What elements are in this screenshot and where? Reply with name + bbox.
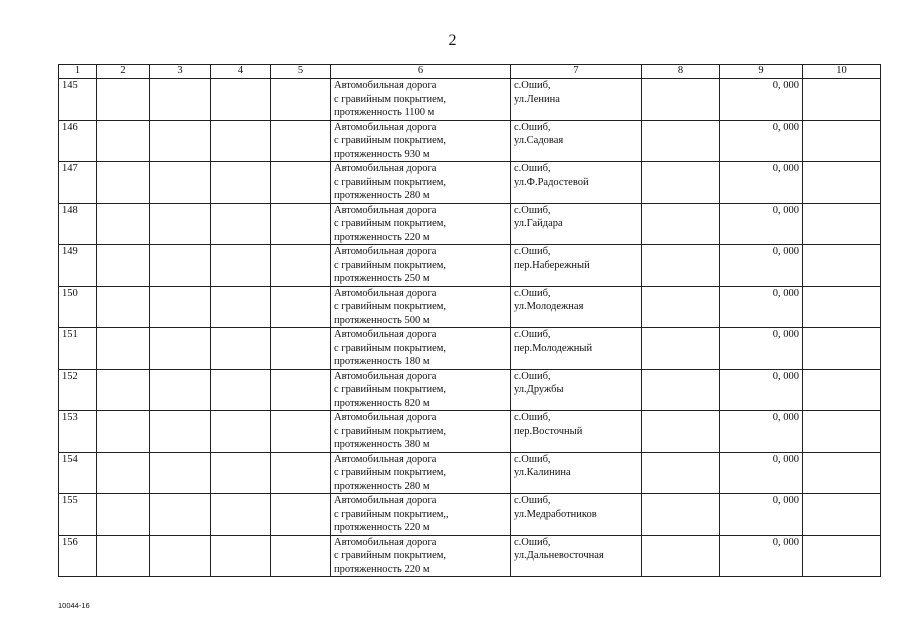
description-line: Автомобильная дорога bbox=[334, 80, 437, 91]
description-line: Автомобильная дорога bbox=[334, 495, 437, 506]
column-header: 10 bbox=[803, 65, 881, 79]
description-line: Автомобильная дорога bbox=[334, 412, 437, 423]
empty-cell bbox=[642, 245, 720, 287]
location-line: с.Ошиб, bbox=[514, 246, 551, 257]
road-location bbox=[511, 328, 642, 370]
empty-cell bbox=[642, 203, 720, 245]
table-row bbox=[59, 162, 881, 204]
description-line: с гравийным покрытием, bbox=[334, 384, 447, 395]
table-row bbox=[59, 203, 881, 245]
empty-cell bbox=[803, 535, 881, 577]
location-line: с.Ошиб, bbox=[514, 495, 551, 506]
location-line: пер.Восточный bbox=[514, 425, 583, 437]
road-location bbox=[511, 535, 642, 577]
row-number: 148 bbox=[59, 203, 97, 245]
row-number: 153 bbox=[59, 411, 97, 453]
value-cell: 0, 000 bbox=[720, 120, 803, 162]
description-line: с гравийным покрытием, bbox=[334, 467, 447, 478]
document-code: 10044-16 bbox=[58, 601, 90, 610]
road-location bbox=[511, 79, 642, 121]
road-location bbox=[511, 203, 642, 245]
description-line: Автомобильная дорога bbox=[334, 453, 437, 465]
value-cell: 0, 000 bbox=[720, 369, 803, 411]
description-line: с гравийным покрытием, bbox=[334, 301, 447, 312]
location-line: с.Ошиб, bbox=[514, 204, 551, 216]
road-location bbox=[511, 452, 642, 494]
row-number: 154 bbox=[59, 452, 97, 494]
description-line: с гравийным покрытием,, bbox=[334, 508, 449, 520]
description-line: протяженность 1100 м bbox=[334, 107, 435, 118]
empty-cell bbox=[97, 411, 150, 453]
page-number: 2 bbox=[448, 32, 457, 49]
value-cell: 0, 000 bbox=[720, 286, 803, 328]
empty-cell bbox=[642, 411, 720, 453]
description-line: протяженность 380 м bbox=[334, 439, 430, 450]
empty-cell bbox=[211, 369, 271, 411]
description-line: Автомобильная дорога bbox=[334, 536, 437, 548]
road-description bbox=[331, 162, 511, 204]
empty-cell bbox=[211, 452, 271, 494]
empty-cell bbox=[803, 203, 881, 245]
road-description bbox=[331, 203, 511, 245]
empty-cell bbox=[642, 369, 720, 411]
location-line: с.Ошиб, bbox=[514, 453, 551, 465]
description-line: с гравийным покрытием, bbox=[334, 342, 447, 354]
road-description bbox=[331, 369, 511, 411]
empty-cell bbox=[271, 79, 331, 121]
description-line: с гравийным покрытием, bbox=[334, 218, 447, 229]
empty-cell bbox=[271, 411, 331, 453]
row-number: 151 bbox=[59, 328, 97, 370]
empty-cell bbox=[271, 162, 331, 204]
empty-cell bbox=[271, 494, 331, 536]
description-line: с гравийным покрытием, bbox=[334, 135, 447, 146]
empty-cell bbox=[150, 162, 211, 204]
location-line: ул.Ф.Радостевой bbox=[514, 176, 589, 188]
empty-cell bbox=[803, 411, 881, 453]
empty-cell bbox=[97, 162, 150, 204]
row-number: 146 bbox=[59, 120, 97, 162]
empty-cell bbox=[211, 120, 271, 162]
description-line: протяженность 820 м bbox=[334, 397, 430, 409]
location-line: с.Ошиб, bbox=[514, 329, 551, 340]
empty-cell bbox=[211, 79, 271, 121]
road-description bbox=[331, 494, 511, 536]
location-line: с.Ошиб, bbox=[514, 536, 551, 548]
description-line: протяженность 180 м bbox=[334, 356, 430, 367]
column-header: 4 bbox=[211, 65, 271, 79]
column-header: 8 bbox=[642, 65, 720, 79]
table-row bbox=[59, 369, 881, 411]
road-location bbox=[511, 120, 642, 162]
location-line: пер.Молодежный bbox=[514, 342, 593, 354]
description-line: протяженность 930 м bbox=[334, 148, 430, 160]
empty-cell bbox=[803, 328, 881, 370]
empty-cell bbox=[211, 494, 271, 536]
description-line: протяженность 220 м bbox=[334, 563, 430, 575]
empty-cell bbox=[150, 494, 211, 536]
road-location bbox=[511, 369, 642, 411]
location-line: ул.Дальневосточная bbox=[514, 550, 604, 561]
empty-cell bbox=[803, 245, 881, 287]
empty-cell bbox=[271, 452, 331, 494]
description-line: с гравийным покрытием, bbox=[334, 425, 447, 437]
empty-cell bbox=[271, 328, 331, 370]
description-line: протяженность 280 м bbox=[334, 480, 430, 492]
row-number: 145 bbox=[59, 79, 97, 121]
road-description bbox=[331, 79, 511, 121]
empty-cell bbox=[150, 203, 211, 245]
empty-cell bbox=[97, 328, 150, 370]
road-description bbox=[331, 535, 511, 577]
road-description bbox=[331, 120, 511, 162]
empty-cell bbox=[97, 535, 150, 577]
empty-cell bbox=[642, 120, 720, 162]
row-number: 155 bbox=[59, 494, 97, 536]
empty-cell bbox=[271, 286, 331, 328]
location-line: с.Ошиб, bbox=[514, 412, 551, 423]
location-line: ул.Калинина bbox=[514, 467, 571, 478]
description-line: протяженность 280 м bbox=[334, 190, 430, 201]
row-number: 156 bbox=[59, 535, 97, 577]
table-row bbox=[59, 79, 881, 121]
description-line: Автомобильная дорога bbox=[334, 246, 437, 257]
description-line: с гравийным покрытием, bbox=[334, 259, 447, 271]
table-row bbox=[59, 286, 881, 328]
empty-cell bbox=[642, 79, 720, 121]
empty-cell bbox=[97, 286, 150, 328]
road-description bbox=[331, 411, 511, 453]
row-number: 147 bbox=[59, 162, 97, 204]
road-description bbox=[331, 328, 511, 370]
empty-cell bbox=[803, 452, 881, 494]
location-line: ул.Молодежная bbox=[514, 301, 584, 312]
empty-cell bbox=[642, 328, 720, 370]
empty-cell bbox=[211, 535, 271, 577]
location-line: ул.Медработников bbox=[514, 508, 597, 520]
table-body bbox=[59, 79, 881, 577]
description-line: Автомобильная дорога bbox=[334, 121, 437, 133]
empty-cell bbox=[150, 535, 211, 577]
road-description bbox=[331, 286, 511, 328]
table-row bbox=[59, 120, 881, 162]
empty-cell bbox=[642, 286, 720, 328]
road-location bbox=[511, 411, 642, 453]
column-header: 3 bbox=[150, 65, 211, 79]
value-cell: 0, 000 bbox=[720, 203, 803, 245]
table-row bbox=[59, 328, 881, 370]
column-header: 6 bbox=[331, 65, 511, 79]
empty-cell bbox=[803, 494, 881, 536]
location-line: ул.Гайдара bbox=[514, 218, 563, 229]
location-line: ул.Дружбы bbox=[514, 384, 564, 395]
location-line: ул.Садовая bbox=[514, 135, 564, 146]
value-cell: 0, 000 bbox=[720, 79, 803, 121]
value-cell: 0, 000 bbox=[720, 452, 803, 494]
description-line: Автомобильная дорога bbox=[334, 163, 437, 174]
road-location bbox=[511, 162, 642, 204]
table-row bbox=[59, 411, 881, 453]
location-line: с.Ошиб, bbox=[514, 370, 551, 382]
description-line: протяженность 220 м bbox=[334, 231, 430, 243]
empty-cell bbox=[211, 203, 271, 245]
empty-cell bbox=[97, 452, 150, 494]
value-cell: 0, 000 bbox=[720, 494, 803, 536]
empty-cell bbox=[211, 286, 271, 328]
column-header: 2 bbox=[97, 65, 150, 79]
column-header: 5 bbox=[271, 65, 331, 79]
empty-cell bbox=[150, 79, 211, 121]
empty-cell bbox=[271, 369, 331, 411]
empty-cell bbox=[803, 286, 881, 328]
description-line: протяженность 500 м bbox=[334, 314, 430, 326]
empty-cell bbox=[211, 328, 271, 370]
empty-cell bbox=[803, 369, 881, 411]
row-number: 152 bbox=[59, 369, 97, 411]
empty-cell bbox=[150, 452, 211, 494]
empty-cell bbox=[150, 328, 211, 370]
value-cell: 0, 000 bbox=[720, 162, 803, 204]
empty-cell bbox=[642, 535, 720, 577]
location-line: с.Ошиб, bbox=[514, 287, 551, 299]
table-row bbox=[59, 452, 881, 494]
description-line: Автомобильная дорога bbox=[334, 287, 437, 299]
empty-cell bbox=[803, 120, 881, 162]
empty-cell bbox=[271, 203, 331, 245]
empty-cell bbox=[803, 162, 881, 204]
empty-cell bbox=[211, 411, 271, 453]
value-cell: 0, 000 bbox=[720, 411, 803, 453]
empty-cell bbox=[150, 120, 211, 162]
value-cell: 0, 000 bbox=[720, 245, 803, 287]
empty-cell bbox=[271, 535, 331, 577]
description-line: протяженность 250 м bbox=[334, 273, 430, 284]
row-number: 150 bbox=[59, 286, 97, 328]
value-cell: 0, 000 bbox=[720, 328, 803, 370]
empty-cell bbox=[271, 120, 331, 162]
column-header: 7 bbox=[511, 65, 642, 79]
table-row bbox=[59, 494, 881, 536]
column-header: 9 bbox=[720, 65, 803, 79]
location-line: пер.Набережный bbox=[514, 259, 590, 271]
empty-cell bbox=[211, 162, 271, 204]
description-line: с гравийным покрытием, bbox=[334, 93, 447, 105]
empty-cell bbox=[97, 369, 150, 411]
description-line: Автомобильная дорога bbox=[334, 329, 437, 340]
column-number-row bbox=[59, 65, 881, 79]
road-location bbox=[511, 286, 642, 328]
table-row bbox=[59, 535, 881, 577]
location-line: с.Ошиб, bbox=[514, 80, 551, 91]
row-number: 149 bbox=[59, 245, 97, 287]
location-line: ул.Ленина bbox=[514, 93, 560, 105]
column-header: 1 bbox=[59, 65, 97, 79]
location-line: с.Ошиб, bbox=[514, 163, 551, 174]
road-description bbox=[331, 452, 511, 494]
value-cell: 0, 000 bbox=[720, 535, 803, 577]
road-register-table bbox=[58, 64, 881, 577]
location-line: с.Ошиб, bbox=[514, 121, 551, 133]
empty-cell bbox=[97, 203, 150, 245]
empty-cell bbox=[97, 494, 150, 536]
road-description bbox=[331, 245, 511, 287]
road-location bbox=[511, 494, 642, 536]
road-location bbox=[511, 245, 642, 287]
empty-cell bbox=[642, 162, 720, 204]
empty-cell bbox=[97, 120, 150, 162]
description-line: Автомобильная дорога bbox=[334, 370, 437, 382]
empty-cell bbox=[642, 494, 720, 536]
description-line: Автомобильная дорога bbox=[334, 204, 437, 216]
empty-cell bbox=[150, 369, 211, 411]
empty-cell bbox=[642, 452, 720, 494]
empty-cell bbox=[211, 245, 271, 287]
empty-cell bbox=[97, 245, 150, 287]
empty-cell bbox=[271, 245, 331, 287]
empty-cell bbox=[97, 79, 150, 121]
description-line: с гравийным покрытием, bbox=[334, 176, 447, 188]
description-line: протяженность 220 м bbox=[334, 522, 430, 533]
empty-cell bbox=[150, 245, 211, 287]
empty-cell bbox=[150, 411, 211, 453]
table-row bbox=[59, 245, 881, 287]
empty-cell bbox=[803, 79, 881, 121]
description-line: с гравийным покрытием, bbox=[334, 550, 447, 561]
empty-cell bbox=[150, 286, 211, 328]
